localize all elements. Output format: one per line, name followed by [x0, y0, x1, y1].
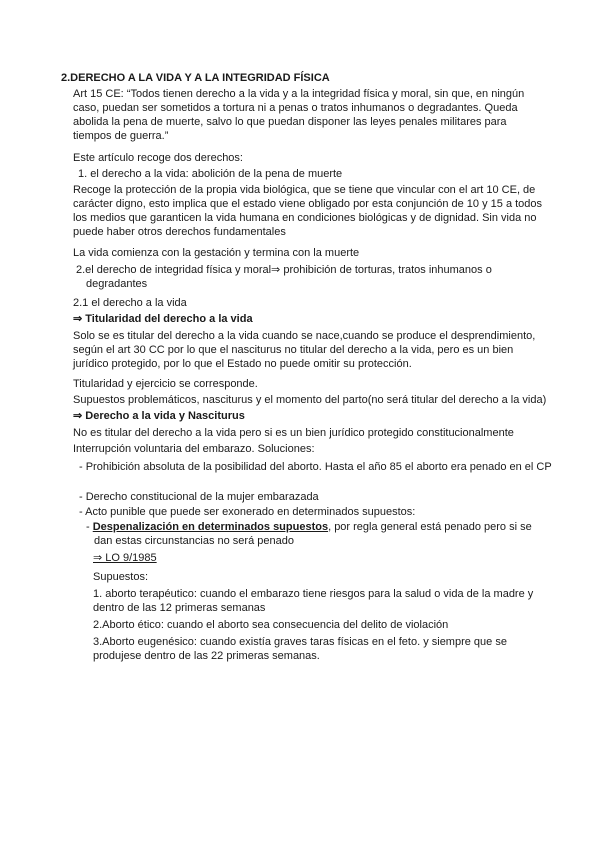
heading-titularidad: ⇒ Titularidad del derecho a la vida	[73, 313, 253, 325]
despenalizacion-term: Despenalización en determinados supuestos	[92, 521, 329, 533]
supuesto-terapeutico: 1. aborto terapéutico: cuando el embarazo tiene riesgos para la salud o vida de la madre y dentro de las 12 primeras semanas	[93, 588, 534, 614]
paragraph-no-titular: No es titular del derecho a la vida pero si es un bien jurídico protegido constitucionalmente	[73, 427, 514, 439]
supuesto-eugenesico: 3.Aborto eugenésico: cuando existía graves taras físicas en el feto. y siempre que se produjese dentro de las 22 primeras semanas.	[93, 636, 507, 662]
heading-nasciturus: ⇒ Derecho a la vida y Nasciturus	[73, 410, 245, 422]
bullet-prohibicion: - Prohibición absoluta de la posibilidad del aborto. Hasta el año 85 el aborto era penado en el CP	[79, 461, 552, 473]
article-15-quote: Art 15 CE: “Todos tienen derecho a la vida y a la integridad física y moral, sin que, en ningún caso, puedan ser sometidos a tortura ni a penas o tratos inhumanos o degradantes. Queda abolida la pena de muerte, salvo lo que puedan disponer las leyes penales militares para tiempos de guerra.”	[73, 88, 525, 142]
sub-bullet-dash: -	[86, 521, 93, 533]
despenalizacion-rest: , por regla general está penado pero si se dan estas circunstancias no será penado	[94, 521, 532, 547]
paragraph-recoge: Este artículo recoge dos derechos:	[73, 152, 243, 164]
paragraph-titularidad-ejercicio: Titularidad y ejercicio se corresponde.	[73, 378, 258, 390]
paragraph-proteccion: Recoge la protección de la propia vida biológica, que se tiene que vincular con el art 10 CE, de carácter digno, esto implica que el estado viene obligado por esta conjunción de 10 y 15 a todos los medios que garanticen la vida humana en condiciones biológicas y de dignidad. Sin vida no puede haber otros derechos fundamentales	[73, 184, 543, 238]
supuesto-etico: 2.Aborto ético: cuando el aborto sea consecuencia del delito de violación	[93, 619, 449, 631]
list-item-1: 1. el derecho a la vida: abolición de la pena de muerte	[78, 168, 343, 180]
lo-reference: ⇒ LO 9/1985	[93, 552, 157, 564]
paragraph-supuestos-problematicos: Supuestos problemáticos, nasciturus y el momento del parto(no será titular del derecho a la vida)	[73, 394, 547, 406]
subsection-2-1: 2.1 el derecho a la vida	[73, 297, 187, 309]
bullet-derecho-constitucional: - Derecho constitucional de la mujer embarazada	[79, 491, 319, 503]
paragraph-interrupcion: Interrupción voluntaria del embarazo. Soluciones:	[73, 443, 315, 455]
label-supuestos: Supuestos:	[93, 571, 149, 583]
sub-bullet-despenalizacion	[86, 520, 552, 548]
paragraph-vida-comienza: La vida comienza con la gestación y termina con la muerte	[73, 247, 360, 259]
section-title: 2.DERECHO A LA VIDA Y A LA INTEGRIDAD FÍSICA	[61, 72, 330, 84]
paragraph-titular: Solo se es titular del derecho a la vida cuando se nace,cuando se produce el desprendimiento, según el art 30 CC por lo que el nasciturus no titular del derecho a la vida, pero es un bien jurídico protegido, por lo que el Estado no puede omitir su protección.	[73, 330, 536, 370]
bullet-acto-punible: - Acto punible que puede ser exonerado en determinados supuestos:	[79, 506, 416, 518]
list-item-2: 2.el derecho de integridad física y moral⇒ prohibición de torturas, tratos inhumanos o degradantes	[76, 264, 492, 290]
